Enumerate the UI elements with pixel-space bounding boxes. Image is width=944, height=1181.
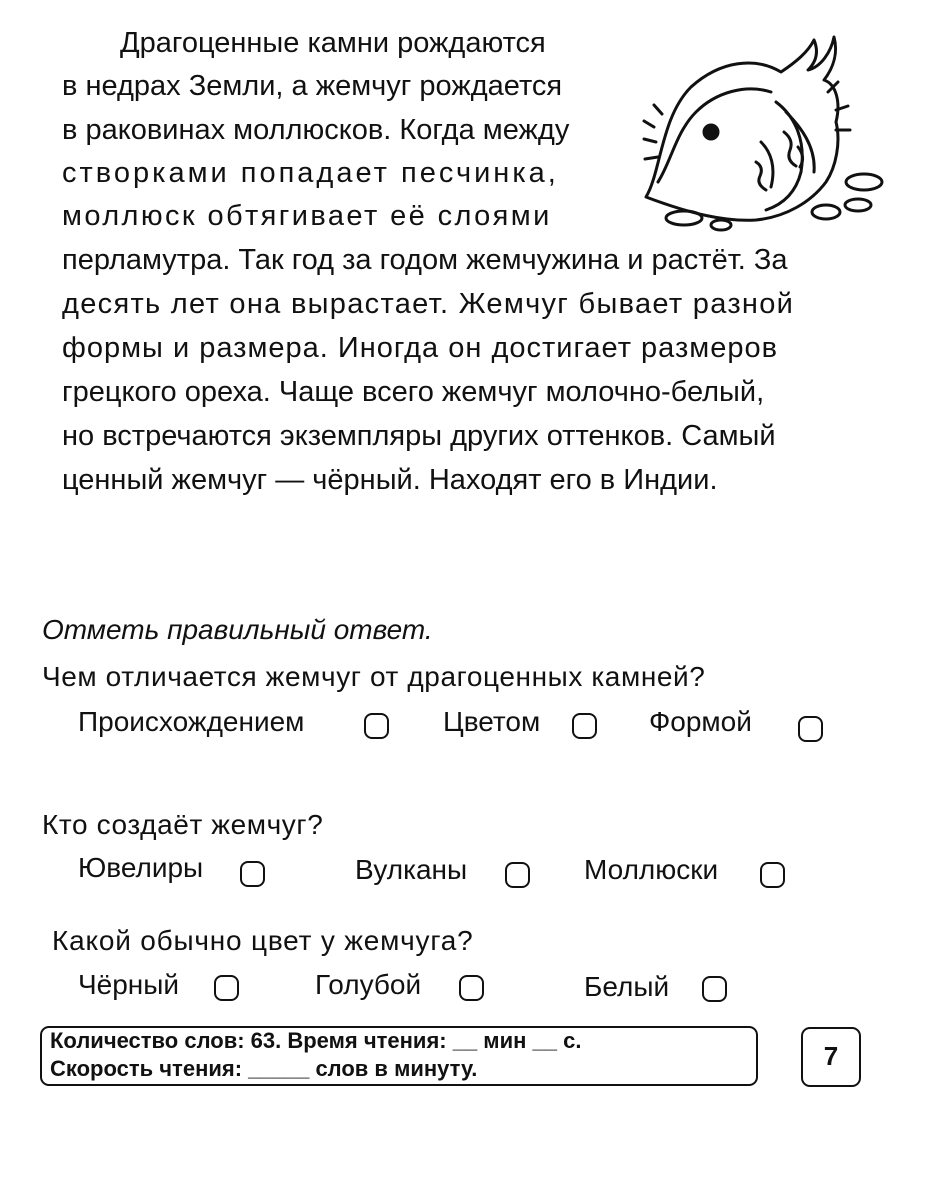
passage-line: формы и размера. Иногда он достигает размеров [62,332,779,364]
passage-line [120,26,615,60]
option-label: Вулканы [355,854,468,885]
passage-line: створками попадает песчинка, [62,157,559,189]
passage-line: грецкого ореха. Чаще всего жемчуг молочно-белый, [62,376,765,408]
passage-line: но встречаются экземпляры других оттенков. Самый [62,420,776,452]
shell-with-eye-icon [636,22,886,237]
answer-checkbox[interactable] [505,862,530,888]
answer-checkbox[interactable] [702,976,727,1002]
passage-line: в раковинах моллюсков. Когда между [62,114,570,146]
option-label: Цветом [443,706,541,737]
answer-checkbox[interactable] [364,713,389,739]
passage-line: ценный жемчуг — чёрный. Находят его в Индии. [62,464,718,496]
answer-checkbox[interactable] [240,861,265,887]
answer-checkbox[interactable] [459,975,484,1001]
option-label: Происхождением [78,706,305,737]
word-count-time: Количество слов: 63. Время чтения: __ мин __ с. [50,1028,582,1053]
passage-line: моллюск обтягивает её слоями [62,200,552,232]
reading-speed: Скорость чтения: _____ слов в минуту. [50,1056,478,1081]
answer-checkbox[interactable] [760,862,785,888]
answer-checkbox[interactable] [572,713,597,739]
answer-checkbox[interactable] [214,975,239,1001]
option-label: Голубой [315,969,422,1000]
option-label: Формой [649,706,752,737]
instruction: Отметь правильный ответ. [42,614,433,645]
passage-line: перламутра. Так год за годом жемчужина и растёт. За [62,244,788,276]
passage-line: в недрах Земли, а жемчуг рождается [62,70,563,102]
passage-line-text: Драгоценные камни рождаются [120,27,546,59]
option-label: Чёрный [78,969,180,1000]
option-label: Ювелиры [78,852,204,883]
passage-line: десять лет она вырастает. Жемчуг бывает разной [62,288,795,320]
question-3: Какой обычно цвет у жемчуга? [52,925,474,956]
question-1: Чем отличается жемчуг от драгоценных камней? [42,661,706,692]
reading-stats-box [40,1026,758,1086]
option-label: Белый [584,971,670,1002]
question-2: Кто создаёт жемчуг? [42,809,324,840]
option-label: Моллюски [584,854,719,885]
answer-checkbox[interactable] [798,716,823,742]
page-number: 7 [801,1027,861,1087]
